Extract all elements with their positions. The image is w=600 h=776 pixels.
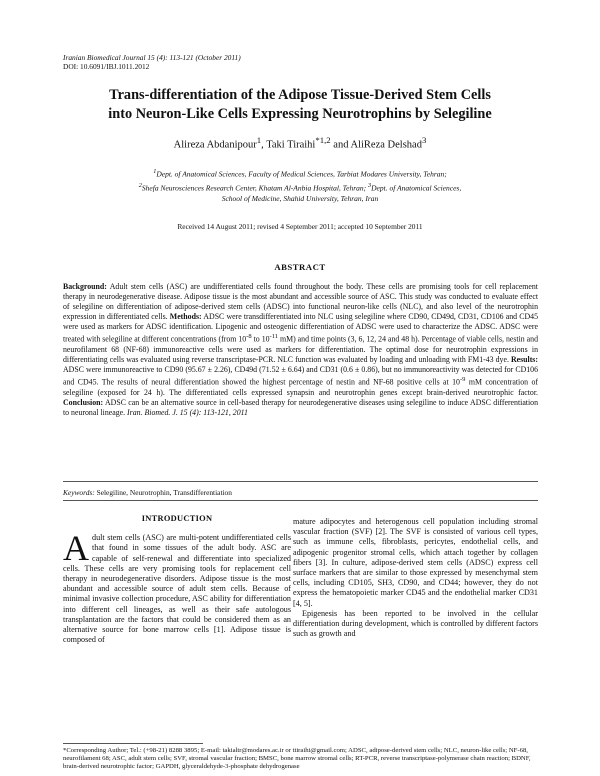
- background-label: Background:: [63, 282, 107, 291]
- keywords-label: Keywords:: [63, 488, 95, 497]
- article-title: [40, 86, 560, 124]
- author-sup: 1: [256, 135, 262, 145]
- methods-exp: -8: [246, 333, 252, 341]
- conclusion-label: Conclusion:: [63, 397, 104, 407]
- author-name: Taki Tiraihi: [266, 139, 316, 151]
- intro-paragraph-3: Epigenesis has been reported to be involved in the cellular differentiation during development, which is controlled by different factors such as growth and: [293, 608, 538, 639]
- background-text: Adult stem cells (ASC) are undifferentiated cells found throughout the body. These cells are promising tools for cell replacement therapy in neurodegenerative disease. Adipose tissue is the most abundant and accessible source of ASC. This study was conducted to evaluate effect of selegiline on differentiation of adipose-derived stem cells (ADSC) into functional neuron-like cells (NLC), and also level of the neurotrophin expression in differentiated cells.: [63, 282, 538, 322]
- column-left: [63, 514, 291, 645]
- methods-label: Methods:: [169, 312, 202, 322]
- divider-top: [63, 481, 538, 482]
- affiliation-3-cont: School of Medicine, Shahid University, Tehran, Iran: [221, 194, 379, 203]
- results-text: mM concentration of selegiline (exposed for 24 h). The differentiated cells expressed synapsin and neurotrophin genes except brain-derived neurotrophic factor.: [63, 377, 538, 397]
- column-right: [293, 517, 538, 639]
- affil-sup: 2: [138, 181, 142, 189]
- intro-paragraph-2: mature adipocytes and heterogenous cell population including stromal vascular fraction (SVF) [2]. The SVF is consisted of various cell types, such as immune cells, fibroblasts, pericytes, endothelial cells, and adipogenic progenitor stromal cells, which attach together by collagen fibers [3]. In culture, adipose-derived stem cells (ADSC) express cell surface markers that are similar to those expressed by mesenchymal stem cells, including CD105, SH3, CD90, and CD44; however, they do not express the hematopoietic marker CD45 and the endothelial marker CD31 [4, 5].: [293, 517, 538, 608]
- footnote-divider: [63, 743, 203, 744]
- author-sup: 3: [421, 135, 427, 145]
- affiliation-2: Shefa Neurosciences Research Center, Khatam Al-Anbia Hospital, Tehran;: [141, 183, 367, 192]
- drop-cap: A: [63, 528, 89, 569]
- author-name: Alireza Abdanipour: [173, 139, 257, 151]
- results-exp: -9: [459, 376, 466, 384]
- methods-text: ADSC were transdifferentiated into NLC using selegiline where CD90, CD49d, CD31, CD106 and CD45 were used as markers for ADSC identification. Lipogenic and osteogenic differentiation of ADSC were used to characterize the ADSC. ADSC were treated with selegiline at different concentrations (from 10: [63, 312, 538, 344]
- author-list: Alireza Abdanipour$^1$, Taki Tiraihi$^{*1,2}$ and AliReza Delshad$^3$: [173, 135, 427, 151]
- affiliation-3: Dept. of Anatomical Sciences,: [371, 183, 462, 192]
- received-dates: Received 14 August 2011; revised 4 September 2011; accepted 10 September 2011: [177, 222, 423, 231]
- journal-doi: DOI: 10.6091/IBJ.1011.2012: [63, 62, 150, 72]
- affil-sup: 3: [368, 181, 372, 189]
- intro-paragraph-1: [63, 528, 291, 645]
- intro-p1-text: dult stem cells (ASC) are multi-potent undifferentiated cells that found in some tissues of the adult body. ASC are capable of self-renewal and differentiate into specialized cells. These cells are very promising tools for replacement cell therapy in neurodegenerative disorders. Adipose tissue is the most abundant and accessible source of adult stem cells. Because of minimal invasive collection procedure, ASC ability for differentiation into different cell lineages, as well as their safe autologous transplantation are the factors that could be considered them as an alternative source for bone marrow cells [1]. Adipose tissue is composed of: [63, 533, 291, 645]
- divider-bottom: [63, 500, 538, 501]
- title-line-2: into Neuron-Like Cells Expressing Neurotrophins by Selegiline: [108, 106, 492, 122]
- journal-citation: Iranian Biomedical Journal 15 (4): 113-121 (October 2011): [63, 53, 241, 62]
- results-text: ADSC were immunoreactive to CD90 (95.67 ± 2.26), CD49d (71.52 ± 6.64) and CD31 (0.6 ± 0.86), but no immunoreactivity was detected for CD106 and CD45. The results of neural differentiation showed the highest percentage of nestin and NF-68 positive cells at 10: [63, 364, 538, 387]
- author-name: AliReza Delshad: [350, 139, 422, 151]
- affil-sup: 1: [153, 168, 157, 175]
- abstract-body: [63, 282, 538, 418]
- abstract-heading: ABSTRACT: [274, 262, 326, 272]
- results-label: Results:: [510, 354, 538, 364]
- conclusion-text: ADSC can be an alternative source in cell-based therapy for neurodegenerative diseases using selegiline to induce ADSC differentiation to neuronal lineage.: [63, 397, 539, 417]
- methods-text: mM) and time points (3, 6, 12, 24 and 48 h). Percentage of viable cells, nestin and neurofilament 68 (NF-68) immunoreactive cells were used as markers for differentiation. The optimal dose for neurotrophin expressions in differentiating cells was evaluated using reverse transcriptase-PCR. NLC function was evaluated by loading and unloading with FM1-43 dye.: [63, 334, 539, 364]
- affiliations: [40, 166, 560, 204]
- author-sup: *1,2: [315, 135, 331, 145]
- journal-header: [63, 53, 241, 72]
- abstract-citation: Iran. Biomed. J. 15 (4): 113-121, 2011: [127, 407, 248, 417]
- keywords-value: Selegiline, Neurotrophin, Transdifferentiation: [96, 488, 232, 497]
- affiliation-1: Dept. of Anatomical Sciences, Faculty of Medical Sciences, Tarbiat Modares University, Tehran;: [156, 169, 447, 179]
- title-line-1: Trans-differentiation of the Adipose Tissue-Derived Stem Cells: [109, 87, 491, 103]
- keywords: [63, 488, 232, 497]
- footnote: *Corresponding Author; Tel.: (+98-21) 8288 3895; E-mail: takialtr@modares.ac.ir or ttiraihi@gmail.com; ADSC, adipose-derived stem cells; NLC, neuron-like cells; NF-68, neurofilament 68; ASC, adult stem cells; SVF, stromal vascular fraction; BMSC, bone marrow stromal cells; RT-PCR, reverse transcriptase-polymerase chain reaction; BDNF, brain-derived neurotrophic factor; GAPDH, glyceraldehyde-3-phosphate dehydrogenase: [63, 747, 531, 770]
- methods-exp: -11: [269, 333, 279, 341]
- methods-text: to 10: [251, 334, 270, 344]
- intro-heading: INTRODUCTION: [141, 514, 213, 523]
